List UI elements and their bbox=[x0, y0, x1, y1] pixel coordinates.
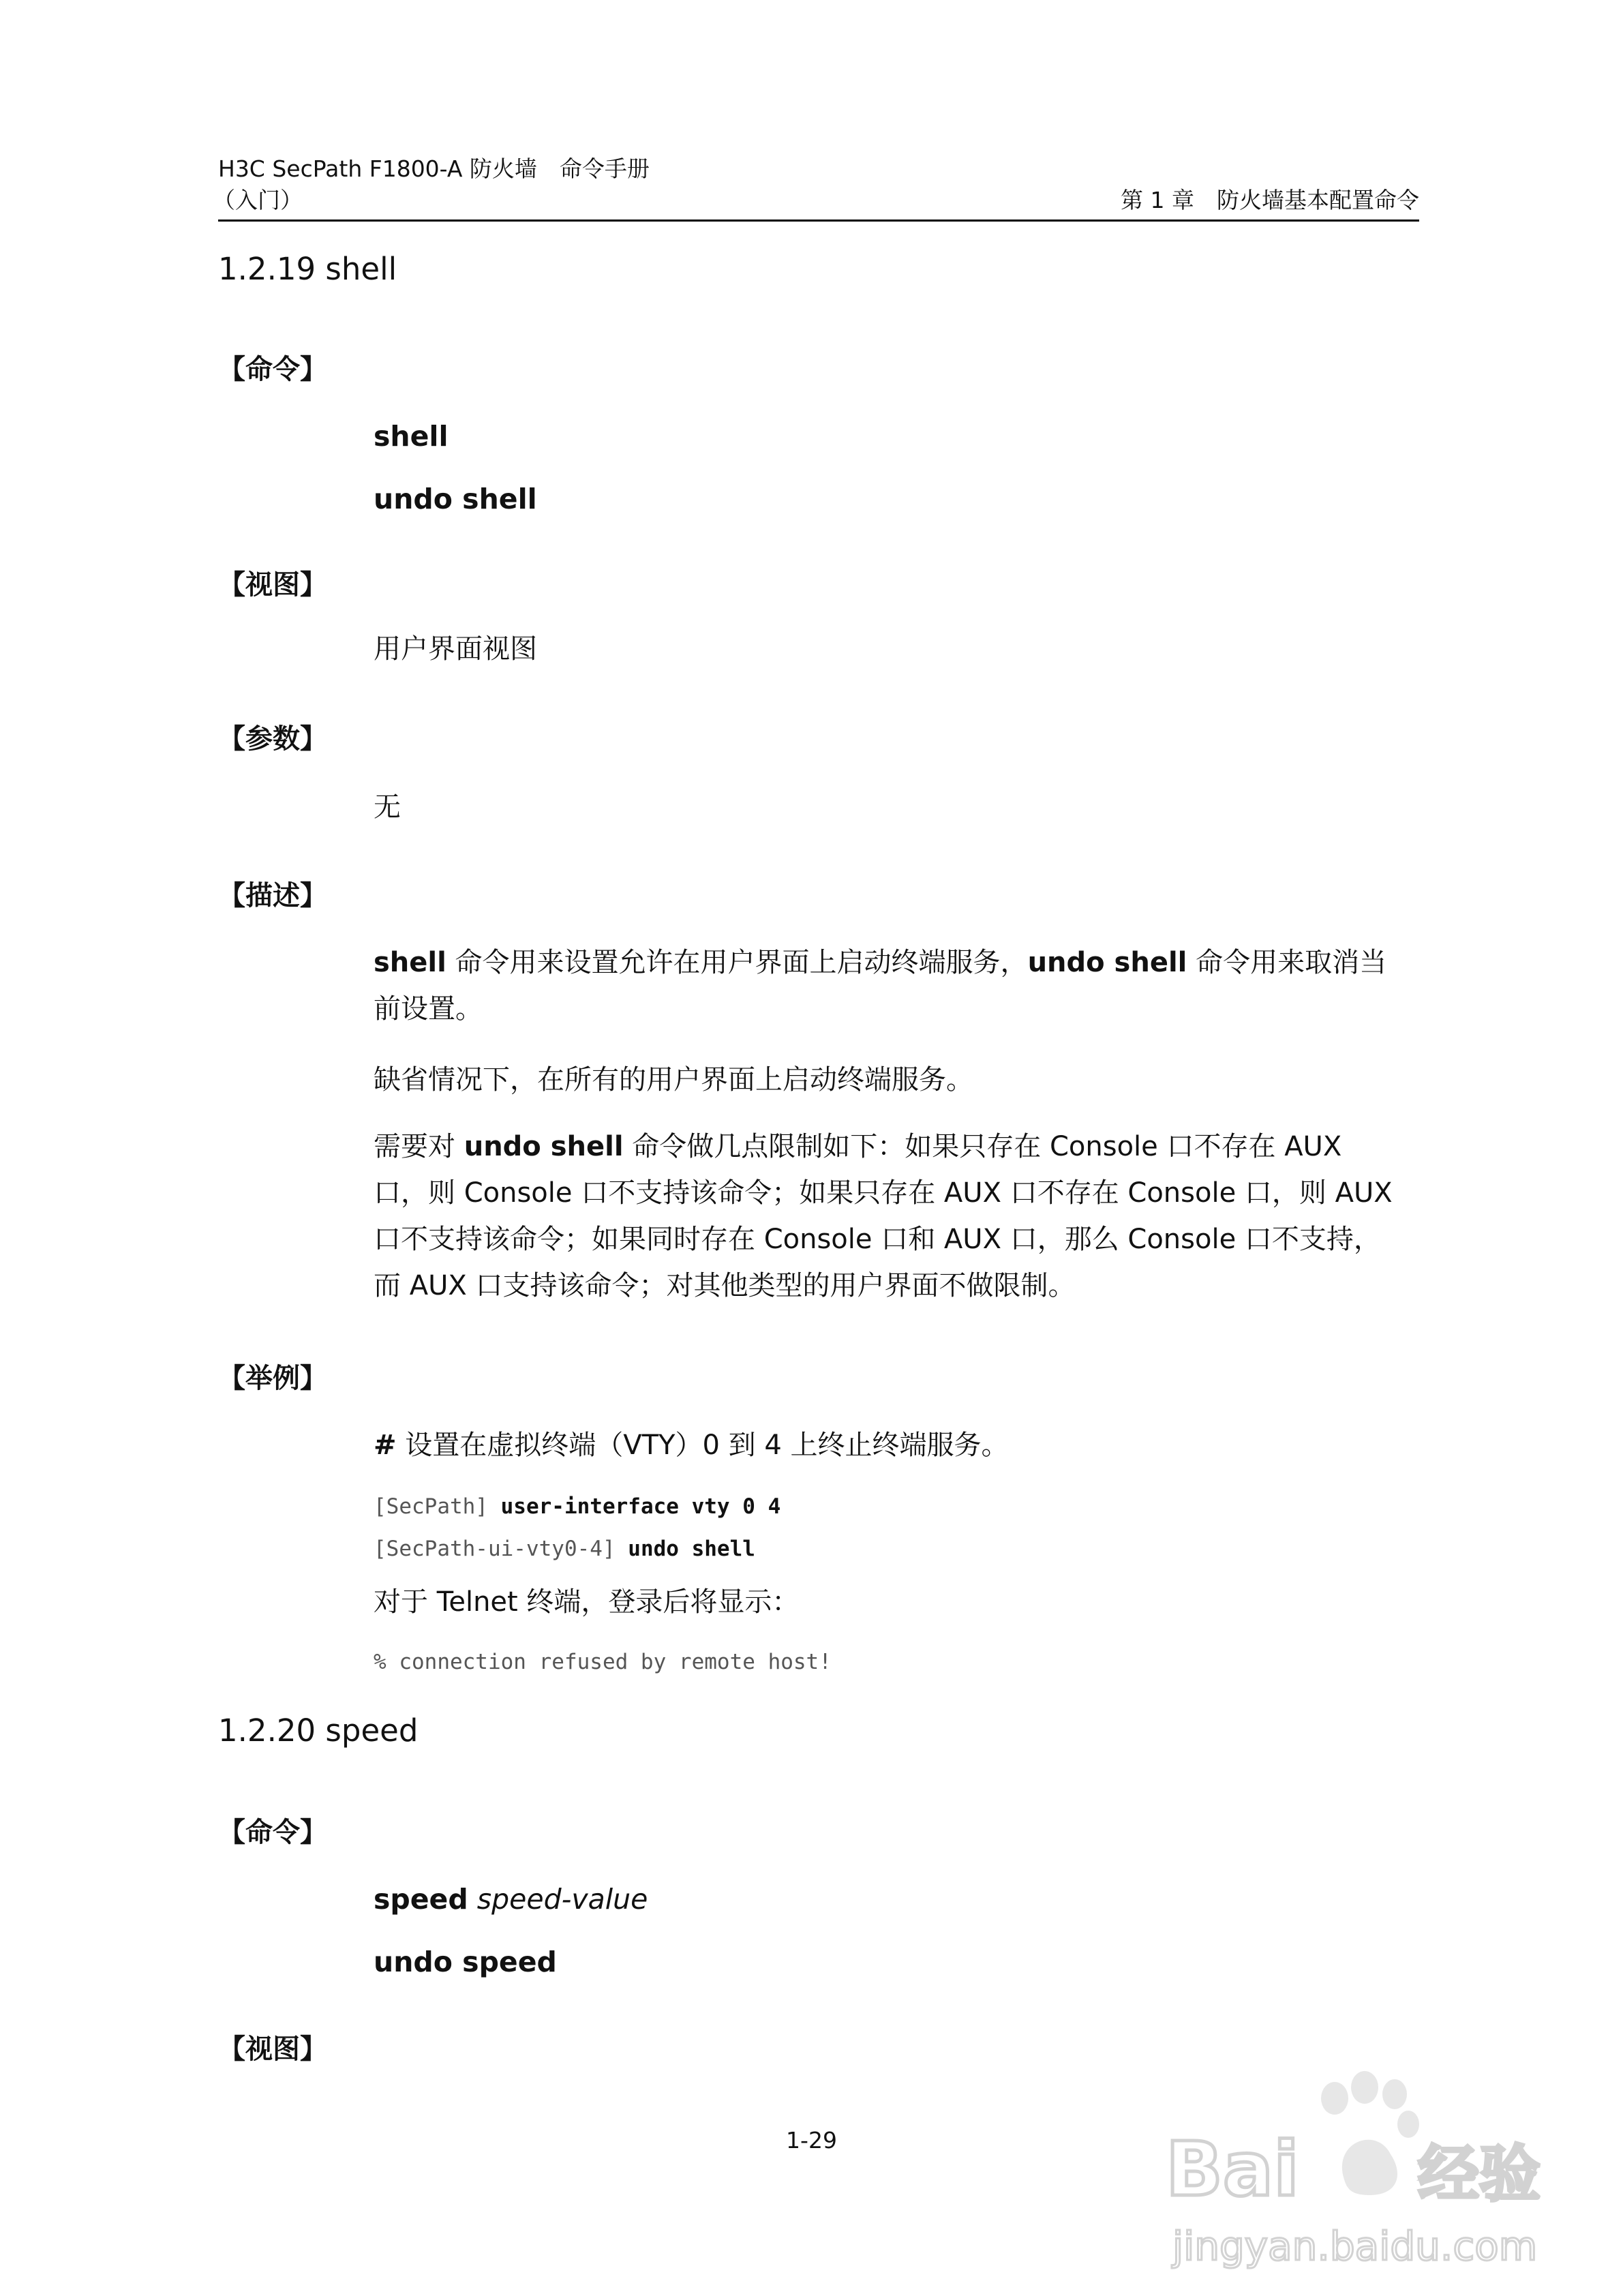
svg-text:jingyan.baidu.com: jingyan.baidu.com bbox=[1172, 2223, 1538, 2269]
example-hash: # bbox=[374, 1430, 397, 1461]
example-intro bbox=[374, 1422, 1404, 1468]
label-params: 【参数】 bbox=[218, 723, 327, 755]
desc-cmd-undo-shell: undo shell bbox=[1027, 947, 1187, 978]
command-undo-shell: undo shell bbox=[374, 483, 537, 515]
section-title-shell: 1.2.19 shell bbox=[218, 251, 397, 287]
label-command: 【命令】 bbox=[218, 1817, 327, 1848]
example-intro-text: 设置在虚拟终端（VTY）0 到 4 上终止终端服务。 bbox=[396, 1430, 1009, 1461]
desc-cmd-undo-shell: undo shell bbox=[464, 1131, 624, 1162]
code-command: user-interface vty 0 4 bbox=[500, 1494, 781, 1519]
header-title: H3C SecPath F1800-A 防火墙 命令手册 bbox=[218, 155, 650, 182]
label-desc: 【描述】 bbox=[218, 880, 327, 911]
view-text: 用户界面视图 bbox=[374, 633, 537, 665]
label-example: 【举例】 bbox=[218, 1363, 327, 1394]
svg-text:Bai: Bai bbox=[1166, 2126, 1299, 2213]
code-command: undo shell bbox=[628, 1537, 755, 1561]
page-number: 1-29 bbox=[786, 2127, 837, 2154]
label-view: 【视图】 bbox=[218, 2034, 327, 2065]
command-shell: shell bbox=[374, 420, 449, 453]
command-keyword: speed bbox=[374, 1883, 468, 1916]
header-chapter: 第 1 章 防火墙基本配置命令 bbox=[1121, 187, 1419, 213]
desc-text: 命令用来取消当前设置。 bbox=[374, 947, 1387, 1025]
telnet-note: 对于 Telnet 终端，登录后将显示： bbox=[374, 1586, 800, 1618]
code-line-2 bbox=[374, 1537, 755, 1561]
header-subtitle: （入门） bbox=[213, 187, 303, 213]
desc-text: 需要对 bbox=[374, 1131, 464, 1162]
section-title-speed: 1.2.20 speed bbox=[218, 1712, 419, 1749]
command-speed bbox=[374, 1883, 648, 1916]
desc-paragraph-2: 缺省情况下，在所有的用户界面上启动终端服务。 bbox=[374, 1064, 973, 1096]
desc-text: 命令做几点限制如下：如果只存在 Console 口不存在 AUX 口，则 Console 口不支持该命令；如果只存在 AUX 口不存在 Console 口，则 AUX 口不支持该命令；如果同时存在 Console 口和 AUX 口，那么 Console 口不支持，而 AUX 口支持该命令；对其他类型的用户界面不做限制。 bbox=[374, 1131, 1393, 1301]
code-prompt: [SecPath-ui-vty0-4] bbox=[374, 1537, 628, 1561]
label-command: 【命令】 bbox=[218, 354, 327, 385]
code-line-3: % connection refused by remote host! bbox=[374, 1650, 832, 1674]
desc-paragraph-1 bbox=[374, 939, 1404, 1032]
header-rule bbox=[218, 220, 1419, 222]
desc-paragraph-3 bbox=[374, 1123, 1404, 1309]
baidu-jingyan-watermark bbox=[1152, 2059, 1561, 2277]
svg-text:经验: 经验 bbox=[1418, 2139, 1541, 2210]
command-argument: speed-value bbox=[468, 1883, 648, 1916]
label-view: 【视图】 bbox=[218, 569, 327, 601]
code-line-1 bbox=[374, 1494, 780, 1519]
desc-cmd-shell: shell bbox=[374, 947, 446, 978]
code-prompt: [SecPath] bbox=[374, 1494, 501, 1519]
command-undo-speed: undo speed bbox=[374, 1946, 557, 1978]
params-text: 无 bbox=[374, 791, 401, 823]
desc-text: 命令用来设置允许在用户界面上启动终端服务， bbox=[446, 947, 1028, 978]
